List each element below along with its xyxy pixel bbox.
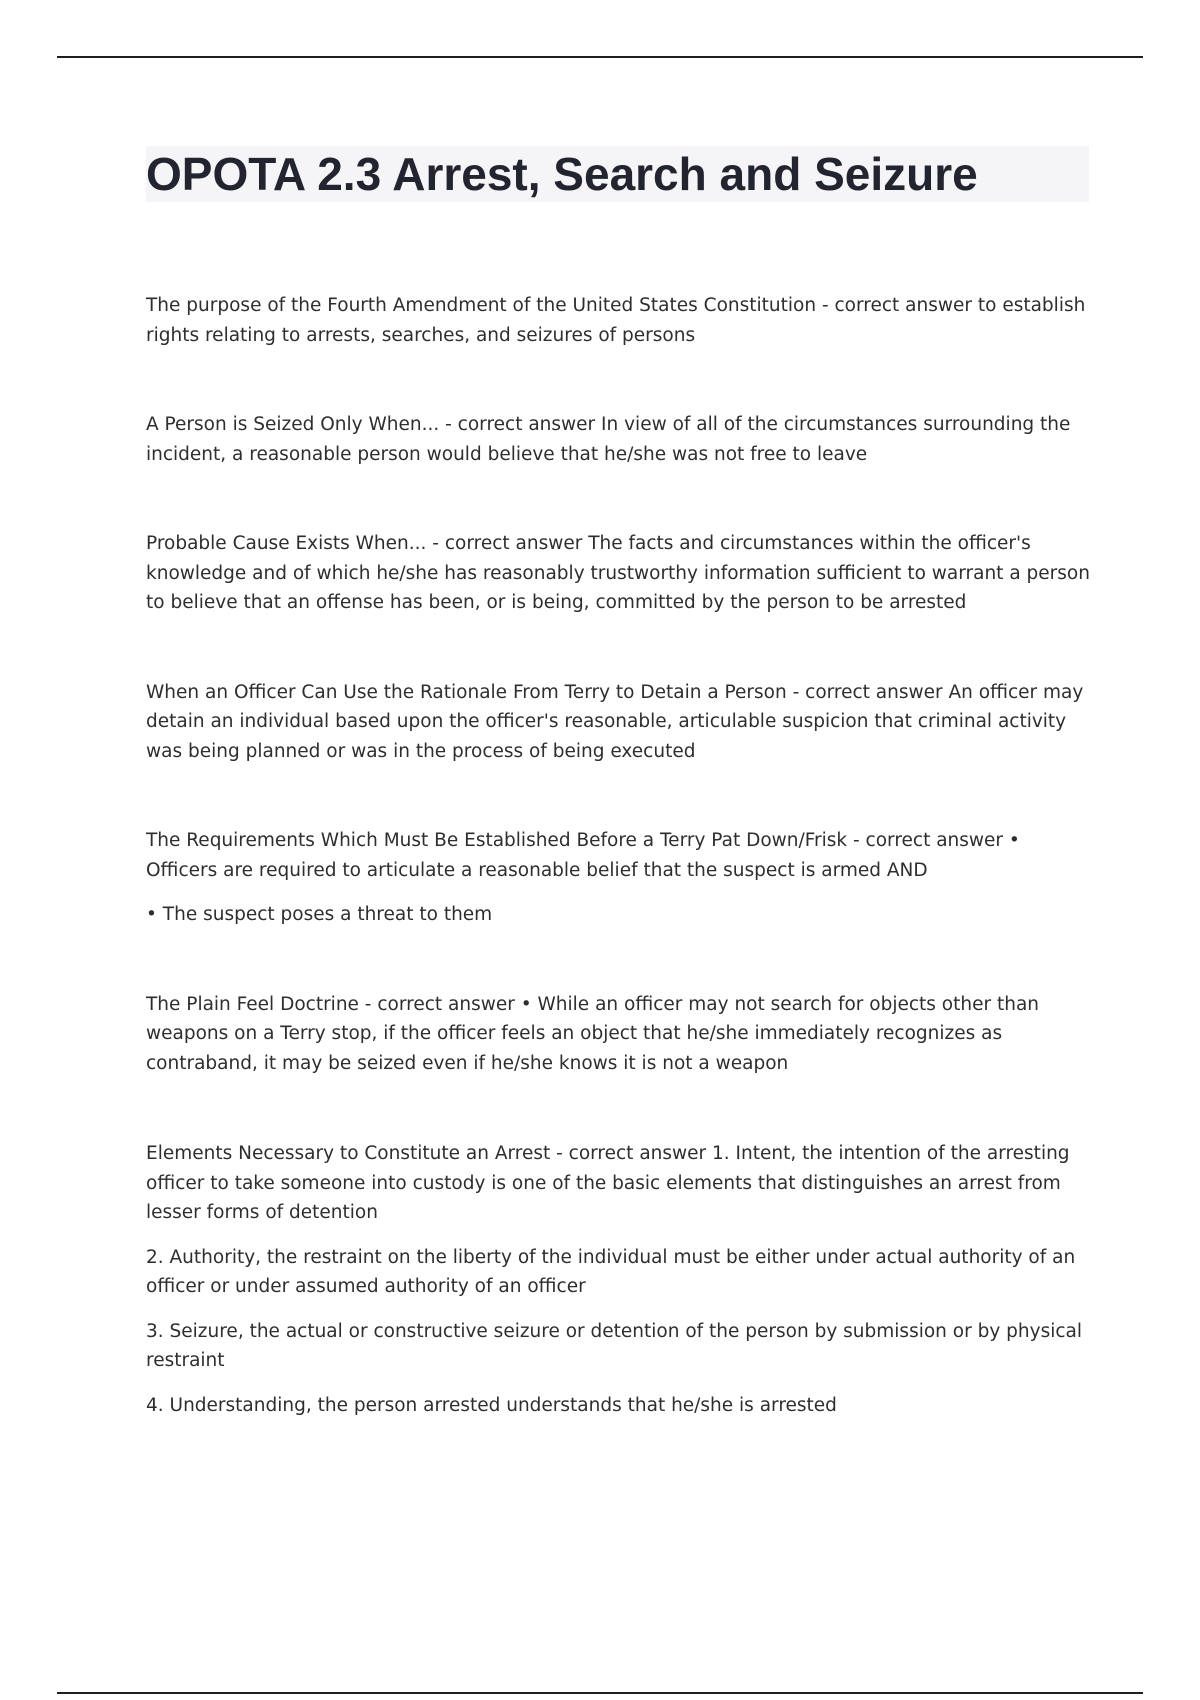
qa-text: The purpose of the Fourth Amendment of the United States Constitution - correct answer to establish rights relating to arrests, searches, and seizures of persons: [146, 295, 1086, 346]
top-divider: [57, 56, 1143, 58]
qa-item: [146, 529, 1090, 618]
qa-text: Elements Necessary to Constitute an Arrest - correct answer 1. Intent, the intention of the arresting officer to take someone into custody is one of the basic elements that distinguishes an arrest from lesser forms of detention: [146, 1143, 1070, 1223]
qa-text: The Plain Feel Doctrine - correct answer • While an officer may not search for objects other than weapons on a Terry stop, if the officer feels an object that he/she immediately recognizes as contraband, it may be seized even if he/she knows it is not a weapon: [146, 993, 1040, 1074]
title-banner: [146, 146, 1089, 202]
qa-list-item: 4. Understanding, the person arrested understands that he/she is arrested: [146, 1394, 837, 1416]
qa-item: [146, 990, 1090, 1079]
qa-list-item: 3. Seizure, the actual or constructive seizure or detention of the person by submission or by physical restraint: [146, 1320, 1082, 1371]
qa-bullet: • The suspect poses a threat to them: [146, 904, 493, 925]
qa-list-item: 2. Authority, the restraint on the liberty of the individual must be either under actual authority of an officer or under assumed authority of an officer: [146, 1246, 1076, 1297]
qa-item: [146, 410, 1090, 469]
qa-item: [146, 291, 1090, 350]
qa-text: A Person is Seized Only When... - correct answer In view of all of the circumstances surrounding the incident, a reasonable person would believe that he/she was not free to leave: [146, 414, 1071, 465]
qa-text: The Requirements Which Must Be Established Before a Terry Pat Down/Frisk - correct answer • Officers are required to articulate a reasonable belief that the suspect is armed AND: [146, 830, 1020, 881]
qa-item: [146, 1139, 1090, 1420]
bottom-divider: [57, 1692, 1143, 1694]
document-body: [146, 291, 1090, 1420]
qa-text: When an Officer Can Use the Rationale From Terry to Detain a Person - correct answer An officer may detain an individual based upon the officer's reasonable, articulable suspicion that criminal activity was being planned or was in the process of being executed: [146, 681, 1084, 762]
document-title: OPOTA 2.3 Arrest, Search and Seizure: [146, 148, 978, 200]
qa-text: Probable Cause Exists When... - correct answer The facts and circumstances within the officer's knowledge and of which he/she has reasonably trustworthy information sufficient to warrant a person to believe that an offense has been, or is being, committed by the person to be arrested: [146, 533, 1090, 613]
qa-item: [146, 826, 1090, 930]
qa-item: [146, 678, 1090, 767]
